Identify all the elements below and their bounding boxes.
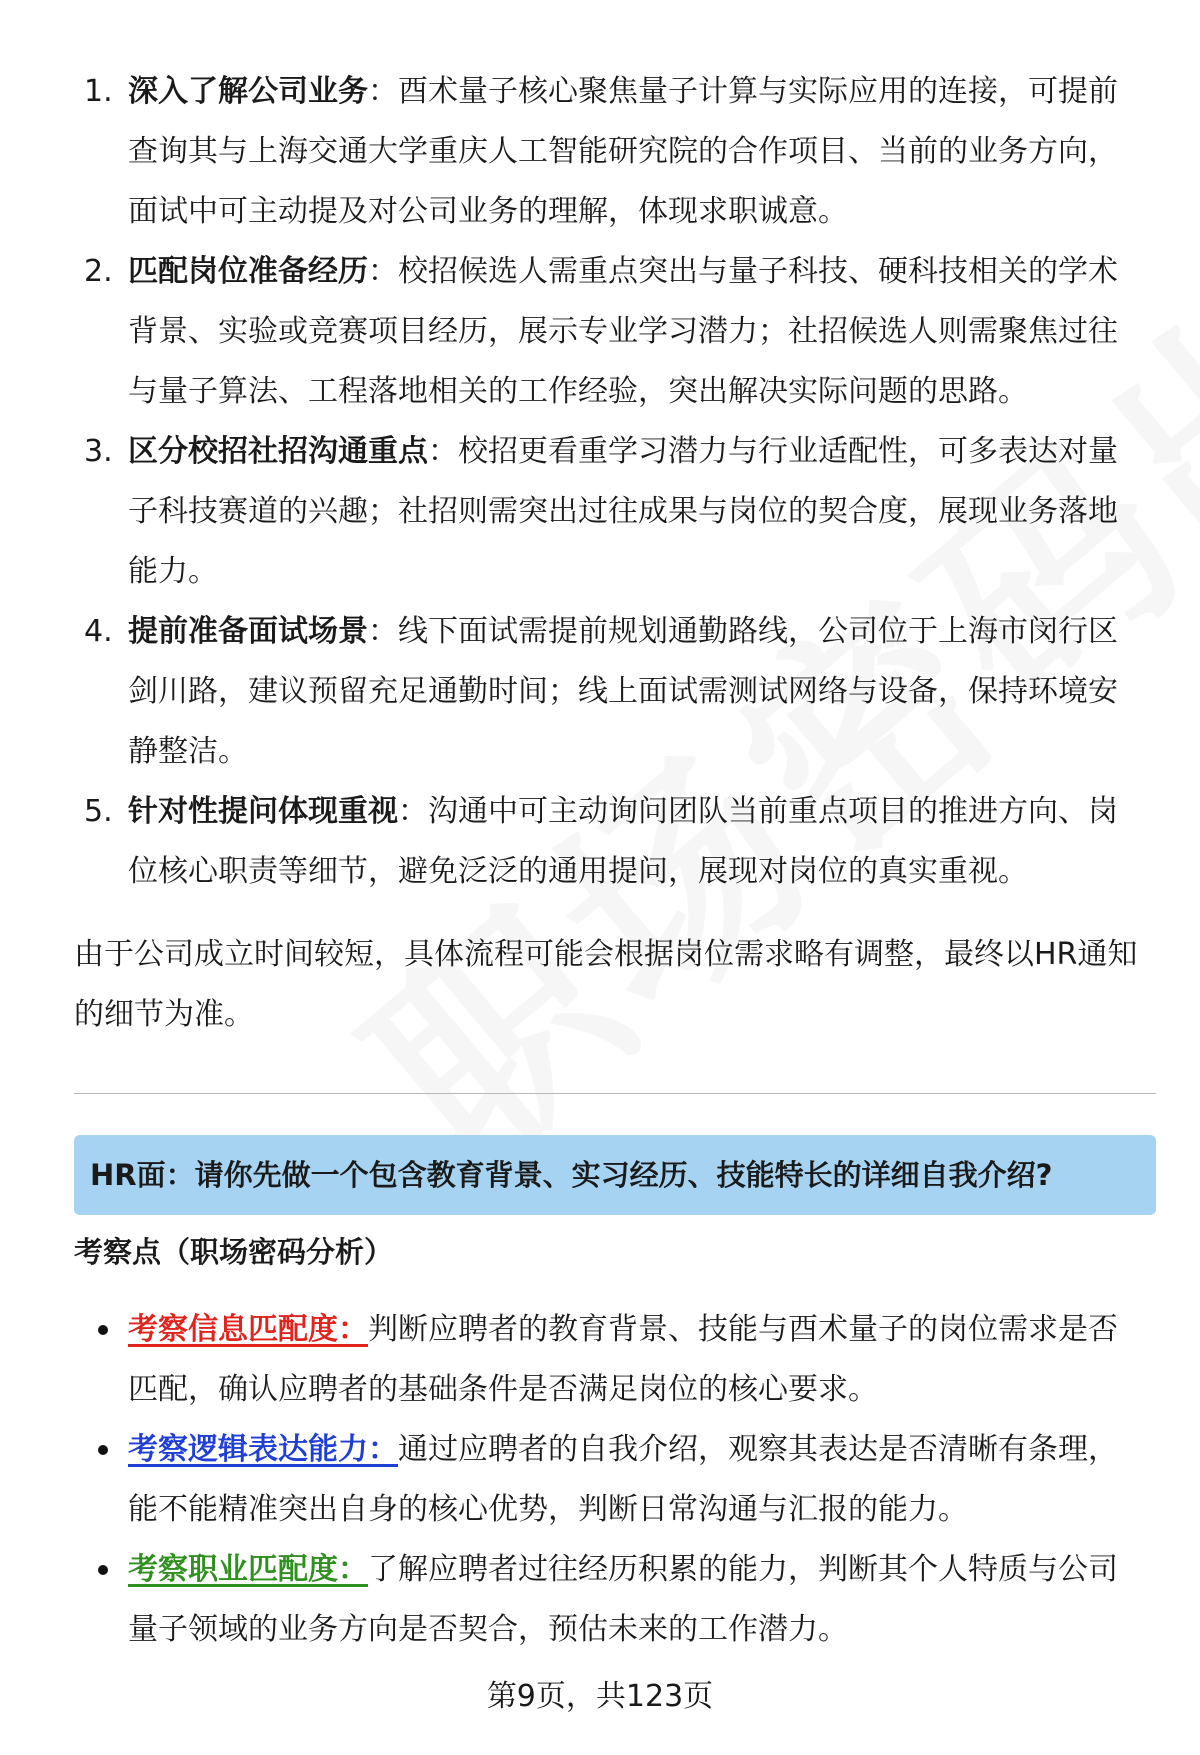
assessment-text: 通过应聘者的自我介绍，观察其表达是否清晰有条理，能不能精准突出自身的核心优势，判断日常沟通与汇报的能力。 [128, 1432, 1118, 1527]
tip-separator: ： [398, 794, 428, 829]
section-divider [74, 1093, 1156, 1094]
tips-list [74, 62, 1144, 902]
tip-title: 深入了解公司业务 [128, 74, 368, 109]
tip-title: 针对性提问体现重视 [128, 794, 398, 829]
assessment-label: 考察逻辑表达能力： [128, 1432, 398, 1467]
assessment-point [74, 1300, 1144, 1420]
tip-number: 3. [84, 434, 113, 469]
assessment-text: 了解应聘者过往经历积累的能力，判断其个人特质与公司量子领域的业务方向是否契合，预估未来的工作潜力。 [128, 1552, 1118, 1647]
tip-text: 校招候选人需重点突出与量子科技、硬科技相关的学术背景、实验或竞赛项目经历，展示专业学习潜力；社招候选人则需聚焦过往与量子算法、工程落地相关的工作经验，突出解决实际问题的思路。 [128, 254, 1118, 409]
assessment-label: 考察信息匹配度： [128, 1312, 368, 1347]
tip-text: 线下面试需提前规划通勤路线，公司位于上海市闵行区剑川路，建议预留充足通勤时间；线上面试需测试网络与设备，保持环境安静整洁。 [128, 614, 1118, 769]
tip-number: 1. [84, 74, 113, 109]
bullet-icon [98, 1445, 108, 1455]
tip-item [74, 422, 1144, 602]
bullet-icon [98, 1325, 108, 1335]
page-number: 第9页，共123页 [486, 1679, 714, 1714]
assessment-point [74, 1540, 1144, 1660]
bullet-icon [98, 1565, 108, 1575]
assessment-text: 判断应聘者的教育背景、技能与酉术量子的岗位需求是否匹配，确认应聘者的基础条件是否满足岗位的核心要求。 [128, 1312, 1118, 1407]
analysis-subtitle: 考察点（职场密码分析） [74, 1235, 394, 1269]
tip-number: 5. [84, 794, 113, 829]
tip-title: 匹配岗位准备经历 [128, 254, 368, 289]
tip-number: 2. [84, 254, 113, 289]
tip-item [74, 782, 1144, 902]
tip-item [74, 602, 1144, 782]
tip-item [74, 62, 1144, 242]
tip-text: 酉术量子核心聚焦量子计算与实际应用的连接，可提前查询其与上海交通大学重庆人工智能研究院的合作项目、当前的业务方向，面试中可主动提及对公司业务的理解，体现求职诚意。 [128, 74, 1118, 229]
assessment-point [74, 1420, 1144, 1540]
tip-title: 提前准备面试场景 [128, 614, 368, 649]
assessment-label: 考察职业匹配度： [128, 1552, 368, 1587]
tip-text: 校招更看重学习潜力与行业适配性，可多表达对量子科技赛道的兴趣；社招则需突出过往成果与岗位的契合度，展现业务落地能力。 [128, 434, 1118, 589]
tip-item [74, 242, 1144, 422]
tip-number: 4. [84, 614, 113, 649]
assessment-points-list [74, 1300, 1144, 1660]
tip-title: 区分校招社招沟通重点 [128, 434, 428, 469]
tip-text: 沟通中可主动询问团队当前重点项目的推进方向、岗位核心职责等细节，避免泛泛的通用提问，展现对岗位的真实重视。 [128, 794, 1118, 889]
tip-separator: ： [368, 74, 398, 109]
tip-separator: ： [428, 434, 458, 469]
closing-note: 由于公司成立时间较短，具体流程可能会根据岗位需求略有调整，最终以HR通知的细节为准。 [74, 937, 1138, 1032]
interview-question-banner: HR面：请你先做一个包含教育背景、实习经历、技能特长的详细自我介绍? [74, 1135, 1156, 1215]
tip-separator: ： [368, 254, 398, 289]
tip-separator: ： [368, 614, 398, 649]
